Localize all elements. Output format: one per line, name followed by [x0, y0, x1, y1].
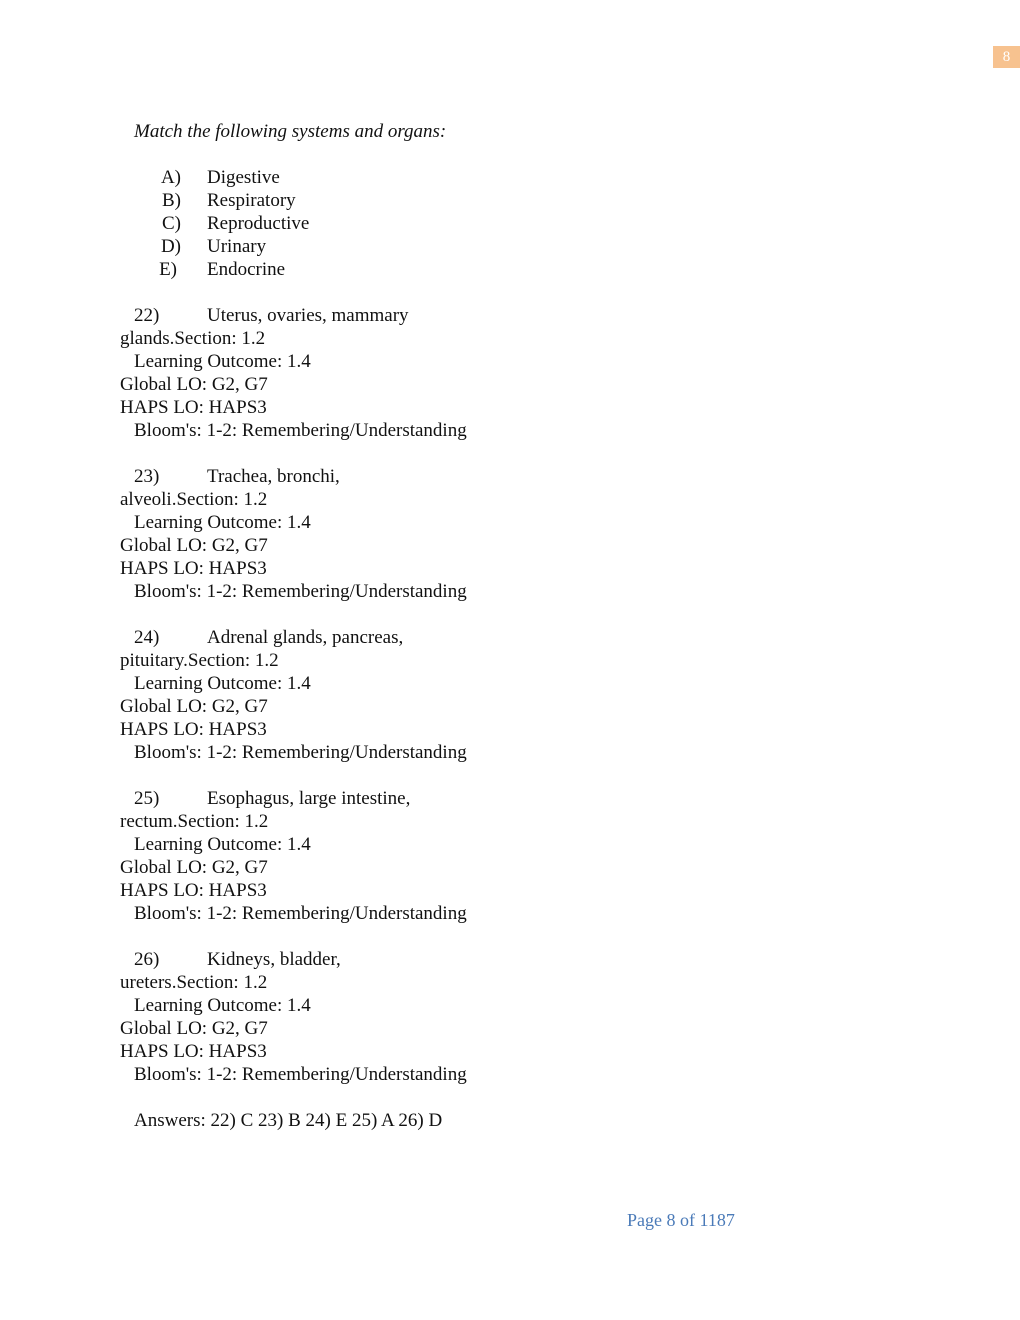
option-letter: A): [160, 167, 181, 188]
learning-outcome: Learning Outcome: 1.4: [134, 995, 311, 1016]
learning-outcome: Learning Outcome: 1.4: [134, 673, 311, 694]
haps-lo: HAPS LO: HAPS3: [120, 719, 267, 740]
page-footer: Page 8 of 1187: [627, 1210, 735, 1230]
blooms-level: Bloom's: 1-2: Remembering/Understanding: [134, 1064, 467, 1085]
option-letter: C): [162, 213, 181, 234]
global-lo: Global LO: G2, G7: [120, 535, 268, 556]
question-number: 25): [134, 788, 160, 809]
question-number: 26): [134, 949, 160, 970]
haps-lo: HAPS LO: HAPS3: [120, 880, 267, 901]
option-letter: D): [160, 236, 181, 257]
option-text: Endocrine: [207, 259, 286, 280]
global-lo: Global LO: G2, G7: [120, 374, 268, 395]
answers-line: Answers: 22) C 23) B 24) E 25) A 26) D: [134, 1110, 443, 1131]
question-number: 24): [134, 627, 160, 648]
option-text: Urinary: [207, 236, 267, 257]
page-number-badge: 8: [993, 46, 1020, 68]
question-text: Kidneys, bladder,: [207, 949, 341, 970]
option-text: Reproductive: [207, 213, 310, 234]
learning-outcome: Learning Outcome: 1.4: [134, 512, 311, 533]
global-lo: Global LO: G2, G7: [120, 1018, 268, 1039]
global-lo: Global LO: G2, G7: [120, 857, 268, 878]
learning-outcome: Learning Outcome: 1.4: [134, 834, 311, 855]
option-text: Respiratory: [207, 190, 296, 211]
option-letter: E): [159, 259, 177, 280]
blooms-level: Bloom's: 1-2: Remembering/Understanding: [134, 420, 467, 441]
question-text: Trachea, bronchi,: [207, 466, 340, 487]
blooms-level: Bloom's: 1-2: Remembering/Understanding: [134, 581, 467, 602]
question-number: 22): [134, 305, 160, 326]
blooms-level: Bloom's: 1-2: Remembering/Understanding: [134, 742, 467, 763]
option-letter: B): [162, 190, 181, 211]
question-number: 23): [134, 466, 160, 487]
question-text: Uterus, ovaries, mammary: [207, 305, 409, 326]
global-lo: Global LO: G2, G7: [120, 696, 268, 717]
question-continuation: glands.Section: 1.2: [120, 328, 266, 349]
instruction-text: Match the following systems and organs:: [134, 121, 447, 142]
option-text: Digestive: [207, 167, 280, 188]
question-continuation: alveoli.Section: 1.2: [120, 489, 268, 510]
learning-outcome: Learning Outcome: 1.4: [134, 351, 311, 372]
question-continuation: pituitary.Section: 1.2: [120, 650, 279, 671]
question-continuation: rectum.Section: 1.2: [120, 811, 269, 832]
haps-lo: HAPS LO: HAPS3: [120, 1041, 267, 1062]
haps-lo: HAPS LO: HAPS3: [120, 558, 267, 579]
question-continuation: ureters.Section: 1.2: [120, 972, 268, 993]
question-text: Adrenal glands, pancreas,: [207, 627, 404, 648]
blooms-level: Bloom's: 1-2: Remembering/Understanding: [134, 903, 467, 924]
haps-lo: HAPS LO: HAPS3: [120, 397, 267, 418]
question-text: Esophagus, large intestine,: [207, 788, 411, 809]
